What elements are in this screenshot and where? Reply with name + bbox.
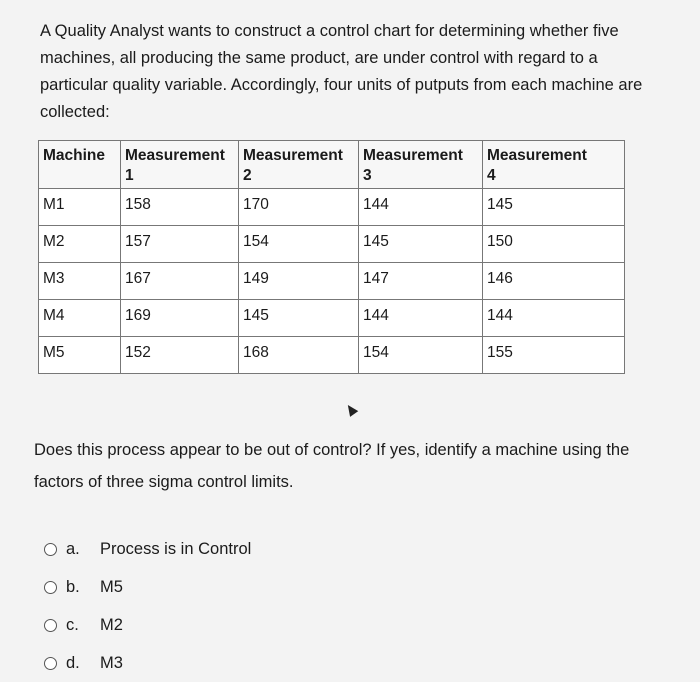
cell-value: 152 bbox=[121, 337, 239, 374]
header-measurement-2-label: Measurement bbox=[239, 141, 359, 166]
radio-icon[interactable] bbox=[44, 619, 57, 632]
cell-value: 158 bbox=[121, 189, 239, 226]
header-measurement-3-number: 3 bbox=[359, 165, 483, 189]
intro-text: A Quality Analyst wants to construct a control chart for determining whether five machines, all producing the same product, are under control with regard to a particular quality variable. Accordingly, four units of putputs from each machine are collected: bbox=[40, 22, 643, 121]
answer-options bbox=[44, 530, 251, 682]
radio-icon[interactable] bbox=[44, 657, 57, 670]
table-header-row bbox=[39, 141, 625, 166]
option-a[interactable] bbox=[44, 530, 251, 568]
header-measurement-3-label: Measurement bbox=[359, 141, 483, 166]
option-text: M5 bbox=[100, 577, 123, 596]
cell-value: 154 bbox=[239, 226, 359, 263]
measurements-table-container bbox=[38, 140, 625, 374]
cell-value: 154 bbox=[359, 337, 483, 374]
cell-value: 147 bbox=[359, 263, 483, 300]
radio-icon[interactable] bbox=[44, 543, 57, 556]
cell-machine: M3 bbox=[39, 263, 121, 300]
cell-value: 145 bbox=[359, 226, 483, 263]
cell-machine: M1 bbox=[39, 189, 121, 226]
option-letter: c. bbox=[66, 615, 79, 634]
cell-value: 144 bbox=[359, 300, 483, 337]
table-row bbox=[39, 263, 625, 300]
cell-value: 168 bbox=[239, 337, 359, 374]
table-row bbox=[39, 226, 625, 263]
cell-value: 169 bbox=[121, 300, 239, 337]
option-b[interactable] bbox=[44, 568, 251, 606]
option-letter: a. bbox=[66, 539, 80, 558]
header-measurement-4-number: 4 bbox=[483, 165, 625, 189]
measurements-table bbox=[38, 140, 625, 374]
option-letter: b. bbox=[66, 577, 80, 596]
option-text: Process is in Control bbox=[100, 539, 252, 558]
table-row bbox=[39, 189, 625, 226]
cell-machine: M4 bbox=[39, 300, 121, 337]
cell-machine: M2 bbox=[39, 226, 121, 263]
cell-value: 145 bbox=[239, 300, 359, 337]
cell-value: 144 bbox=[483, 300, 625, 337]
cell-value: 155 bbox=[483, 337, 625, 374]
header-machine: Machine bbox=[39, 141, 121, 189]
cell-value: 144 bbox=[359, 189, 483, 226]
option-c[interactable] bbox=[44, 606, 251, 644]
cell-value: 145 bbox=[483, 189, 625, 226]
option-text: M2 bbox=[100, 615, 123, 634]
cell-value: 149 bbox=[239, 263, 359, 300]
header-measurement-2-number: 2 bbox=[239, 165, 359, 189]
header-measurement-1-label: Measurement bbox=[121, 141, 239, 166]
cell-machine: M5 bbox=[39, 337, 121, 374]
cell-value: 170 bbox=[239, 189, 359, 226]
cell-value: 146 bbox=[483, 263, 625, 300]
cell-value: 150 bbox=[483, 226, 625, 263]
table-header-subrow bbox=[39, 165, 625, 189]
radio-icon[interactable] bbox=[44, 581, 57, 594]
cell-value: 167 bbox=[121, 263, 239, 300]
table-row bbox=[39, 337, 625, 374]
mouse-cursor-icon bbox=[344, 402, 359, 417]
option-d[interactable] bbox=[44, 644, 251, 682]
table-row bbox=[39, 300, 625, 337]
header-measurement-4-label: Measurement bbox=[483, 141, 625, 166]
question-text: Does this process appear to be out of control? If yes, identify a machine using the factors of three sigma control limits. bbox=[34, 441, 630, 491]
option-letter: d. bbox=[66, 653, 80, 672]
option-text: M3 bbox=[100, 653, 123, 672]
cell-value: 157 bbox=[121, 226, 239, 263]
header-measurement-1-number: 1 bbox=[121, 165, 239, 189]
